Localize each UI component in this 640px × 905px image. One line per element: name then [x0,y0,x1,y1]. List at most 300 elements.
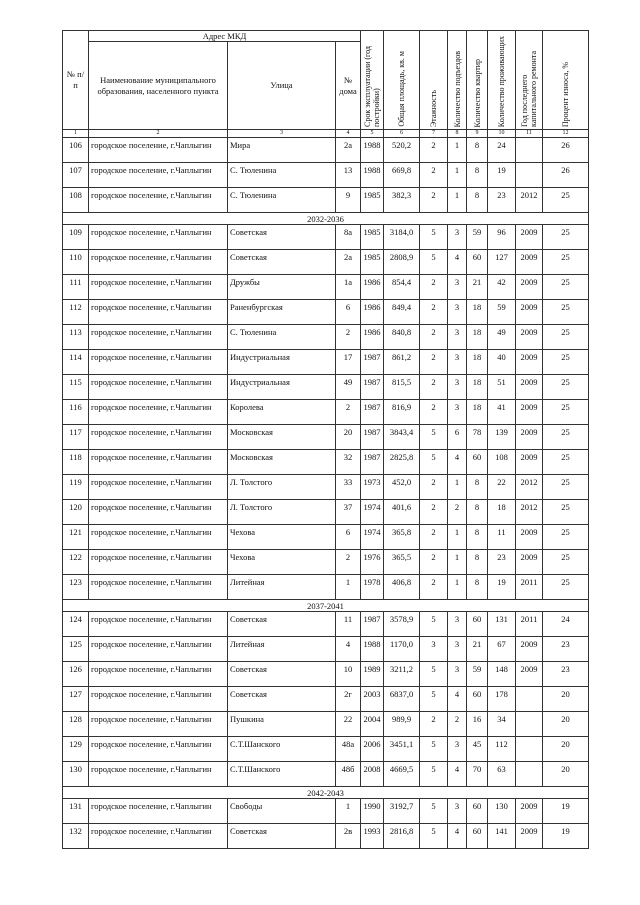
cell-apartments: 78 [467,425,488,450]
cell-floors: 5 [420,450,448,475]
cell-total-area: 669,8 [384,163,420,188]
period-row [63,600,589,612]
cell-residents: 59 [488,300,516,325]
table-row [63,824,589,849]
cell-street: Советская [228,824,336,849]
cell-apartments: 16 [467,712,488,737]
table-row [63,138,589,163]
cell-apartments: 59 [467,225,488,250]
cell-row-num: 112 [63,300,89,325]
cell-street: Московская [228,425,336,450]
cell-floors: 2 [420,400,448,425]
cell-row-num: 129 [63,737,89,762]
column-number: 6 [384,130,420,138]
header-wear-cell [543,31,589,130]
cell-repair-year: 2009 [516,400,543,425]
cell-floors: 5 [420,225,448,250]
cell-wear-percent: 25 [543,450,589,475]
cell-floors: 5 [420,762,448,787]
cell-apartments: 18 [467,375,488,400]
cell-total-area: 840,8 [384,325,420,350]
header-row-1 [63,31,589,42]
cell-repair-year: 2009 [516,550,543,575]
cell-residents: 127 [488,250,516,275]
header-repair: Год последнего капитального ремонта [520,50,539,127]
cell-entrances: 3 [448,300,467,325]
cell-entrances: 3 [448,799,467,824]
cell-year-built: 1987 [361,350,384,375]
cell-wear-percent: 25 [543,375,589,400]
cell-repair-year [516,163,543,188]
cell-house-number: 10 [336,662,361,687]
cell-year-built: 2008 [361,762,384,787]
cell-municipality: городское поселение, г.Чаплыгин [89,712,228,737]
cell-repair-year: 2012 [516,188,543,213]
cell-entrances: 4 [448,450,467,475]
cell-year-built: 1985 [361,225,384,250]
table-row [63,163,589,188]
cell-row-num: 116 [63,400,89,425]
cell-wear-percent: 23 [543,662,589,687]
cell-wear-percent: 25 [543,300,589,325]
cell-repair-year [516,138,543,163]
cell-total-area: 401,6 [384,500,420,525]
table-row [63,400,589,425]
cell-row-num: 131 [63,799,89,824]
cell-house-number: 13 [336,163,361,188]
cell-house-number: 33 [336,475,361,500]
header-year-cell [361,31,384,130]
cell-floors: 5 [420,662,448,687]
cell-entrances: 4 [448,762,467,787]
cell-entrances: 1 [448,138,467,163]
cell-wear-percent: 19 [543,824,589,849]
cell-apartments: 21 [467,637,488,662]
cell-year-built: 1988 [361,163,384,188]
cell-year-built: 1986 [361,275,384,300]
cell-entrances: 1 [448,475,467,500]
cell-residents: 11 [488,525,516,550]
cell-wear-percent: 25 [543,550,589,575]
cell-residents: 51 [488,375,516,400]
cell-entrances: 3 [448,737,467,762]
cell-entrances: 3 [448,225,467,250]
cell-floors: 2 [420,163,448,188]
cell-floors: 2 [420,525,448,550]
cell-total-area: 6837,0 [384,687,420,712]
cell-entrances: 3 [448,325,467,350]
column-number: 4 [336,130,361,138]
cell-total-area: 382,3 [384,188,420,213]
cell-residents: 148 [488,662,516,687]
cell-repair-year [516,712,543,737]
cell-row-num: 127 [63,687,89,712]
cell-year-built: 1985 [361,188,384,213]
header-house: № дома [336,42,361,130]
cell-municipality: городское поселение, г.Чаплыгин [89,550,228,575]
table-row [63,550,589,575]
cell-apartments: 18 [467,300,488,325]
cell-apartments: 45 [467,737,488,762]
cell-row-num: 123 [63,575,89,600]
cell-total-area: 3211,2 [384,662,420,687]
cell-floors: 2 [420,325,448,350]
cell-wear-percent: 25 [543,188,589,213]
cell-repair-year: 2011 [516,575,543,600]
cell-street: Советская [228,250,336,275]
cell-municipality: городское поселение, г.Чаплыгин [89,612,228,637]
cell-entrances: 3 [448,400,467,425]
cell-residents: 42 [488,275,516,300]
cell-repair-year: 2009 [516,799,543,824]
cell-apartments: 8 [467,475,488,500]
cell-residents: 22 [488,475,516,500]
cell-wear-percent: 25 [543,350,589,375]
cell-floors: 5 [420,612,448,637]
cell-entrances: 1 [448,575,467,600]
cell-wear-percent: 20 [543,712,589,737]
cell-entrances: 3 [448,275,467,300]
cell-municipality: городское поселение, г.Чаплыгин [89,275,228,300]
cell-house-number: 1а [336,275,361,300]
cell-total-area: 849,4 [384,300,420,325]
cell-wear-percent: 25 [543,400,589,425]
cell-wear-percent: 25 [543,250,589,275]
cell-repair-year: 2009 [516,225,543,250]
cell-street: Л. Толстого [228,500,336,525]
cell-row-num: 111 [63,275,89,300]
cell-year-built: 1988 [361,138,384,163]
cell-house-number: 17 [336,350,361,375]
cell-wear-percent: 25 [543,425,589,450]
cell-wear-percent: 20 [543,687,589,712]
cell-entrances: 3 [448,612,467,637]
cell-row-num: 120 [63,500,89,525]
cell-apartments: 8 [467,550,488,575]
cell-floors: 5 [420,824,448,849]
cell-house-number: 49 [336,375,361,400]
cell-municipality: городское поселение, г.Чаплыгин [89,400,228,425]
cell-apartments: 18 [467,400,488,425]
cell-floors: 5 [420,737,448,762]
cell-entrances: 3 [448,375,467,400]
cell-house-number: 11 [336,612,361,637]
cell-entrances: 3 [448,662,467,687]
header-wear: Процент износа, % [561,61,571,127]
cell-municipality: городское поселение, г.Чаплыгин [89,300,228,325]
cell-row-num: 128 [63,712,89,737]
cell-floors: 2 [420,275,448,300]
column-number: 2 [89,130,228,138]
cell-house-number: 32 [336,450,361,475]
cell-repair-year: 2012 [516,500,543,525]
cell-total-area: 406,8 [384,575,420,600]
cell-municipality: городское поселение, г.Чаплыгин [89,500,228,525]
cell-repair-year: 2009 [516,662,543,687]
header-floors: Этажность [429,89,439,127]
cell-row-num: 117 [63,425,89,450]
header-area: Общая площадь, кв. м [397,51,407,127]
cell-street: С. Тюленина [228,325,336,350]
header-entrances: Количество подъездов [452,50,462,127]
cell-year-built: 1987 [361,375,384,400]
cell-house-number: 6 [336,525,361,550]
cell-apartments: 8 [467,188,488,213]
table-row [63,250,589,275]
cell-entrances: 2 [448,712,467,737]
cell-wear-percent: 19 [543,799,589,824]
period-row [63,787,589,799]
table-row [63,500,589,525]
cell-residents: 178 [488,687,516,712]
cell-year-built: 1993 [361,824,384,849]
cell-year-built: 1986 [361,325,384,350]
cell-entrances: 1 [448,163,467,188]
cell-house-number: 48а [336,737,361,762]
header-repair-cell [516,31,543,130]
cell-floors: 5 [420,250,448,275]
cell-row-num: 108 [63,188,89,213]
cell-municipality: городское поселение, г.Чаплыгин [89,475,228,500]
cell-floors: 2 [420,350,448,375]
cell-row-num: 106 [63,138,89,163]
cell-house-number: 2в [336,824,361,849]
column-number: 7 [420,130,448,138]
cell-street: С.Т.Шанского [228,737,336,762]
column-numbers-row [63,130,589,138]
period-label: 2042-2043 [63,787,589,799]
cell-street: Советская [228,687,336,712]
cell-repair-year [516,762,543,787]
cell-total-area: 520,2 [384,138,420,163]
cell-floors: 2 [420,500,448,525]
cell-year-built: 1988 [361,637,384,662]
cell-house-number: 2 [336,325,361,350]
cell-wear-percent: 20 [543,737,589,762]
cell-residents: 24 [488,138,516,163]
cell-row-num: 109 [63,225,89,250]
cell-residents: 131 [488,612,516,637]
cell-house-number: 2а [336,250,361,275]
table-row [63,475,589,500]
cell-residents: 23 [488,550,516,575]
cell-year-built: 1989 [361,662,384,687]
header-residents: Количество проживающих [497,35,507,127]
header-municipality: Наименование муниципального образования, населенного пункта [89,42,228,130]
cell-municipality: городское поселение, г.Чаплыгин [89,375,228,400]
cell-street: Чехова [228,550,336,575]
cell-residents: 18 [488,500,516,525]
cell-year-built: 2004 [361,712,384,737]
column-number: 9 [467,130,488,138]
cell-municipality: городское поселение, г.Чаплыгин [89,225,228,250]
cell-repair-year: 2009 [516,525,543,550]
cell-repair-year [516,737,543,762]
cell-total-area: 3451,1 [384,737,420,762]
cell-municipality: городское поселение, г.Чаплыгин [89,325,228,350]
cell-municipality: городское поселение, г.Чаплыгин [89,737,228,762]
cell-residents: 112 [488,737,516,762]
cell-total-area: 989,9 [384,712,420,737]
cell-residents: 23 [488,188,516,213]
cell-total-area: 365,5 [384,550,420,575]
cell-apartments: 8 [467,575,488,600]
cell-entrances: 2 [448,500,467,525]
cell-apartments: 60 [467,450,488,475]
cell-entrances: 6 [448,425,467,450]
table-row [63,762,589,787]
column-number: 5 [361,130,384,138]
cell-total-area: 3192,7 [384,799,420,824]
cell-entrances: 4 [448,824,467,849]
cell-floors: 3 [420,637,448,662]
cell-floors: 5 [420,687,448,712]
cell-entrances: 1 [448,550,467,575]
cell-wear-percent: 25 [543,525,589,550]
table-row [63,450,589,475]
table-row [63,799,589,824]
cell-street: Литейная [228,575,336,600]
cell-year-built: 1974 [361,525,384,550]
cell-apartments: 60 [467,799,488,824]
cell-row-num: 119 [63,475,89,500]
cell-total-area: 815,5 [384,375,420,400]
cell-wear-percent: 25 [543,475,589,500]
cell-total-area: 2816,8 [384,824,420,849]
cell-year-built: 1987 [361,400,384,425]
cell-wear-percent: 25 [543,325,589,350]
cell-street: Дружбы [228,275,336,300]
cell-floors: 2 [420,475,448,500]
cell-apartments: 60 [467,612,488,637]
cell-house-number: 22 [336,712,361,737]
cell-house-number: 37 [336,500,361,525]
cell-house-number: 8а [336,225,361,250]
period-label: 2037-2041 [63,600,589,612]
cell-floors: 5 [420,425,448,450]
cell-total-area: 854,4 [384,275,420,300]
column-number: 11 [516,130,543,138]
cell-apartments: 70 [467,762,488,787]
table-row [63,375,589,400]
cell-repair-year: 2009 [516,450,543,475]
cell-year-built: 1987 [361,450,384,475]
table-row [63,737,589,762]
cell-year-built: 1987 [361,612,384,637]
cell-row-num: 124 [63,612,89,637]
cell-house-number: 1 [336,575,361,600]
cell-year-built: 2006 [361,737,384,762]
cell-municipality: городское поселение, г.Чаплыгин [89,824,228,849]
cell-apartments: 21 [467,275,488,300]
header-apartments: Количество квартир [472,58,482,127]
cell-house-number: 9 [336,188,361,213]
cell-row-num: 122 [63,550,89,575]
cell-residents: 40 [488,350,516,375]
cell-floors: 2 [420,375,448,400]
table-row [63,275,589,300]
cell-municipality: городское поселение, г.Чаплыгин [89,799,228,824]
cell-total-area: 452,0 [384,475,420,500]
table-row [63,425,589,450]
cell-row-num: 118 [63,450,89,475]
table-row [63,350,589,375]
cell-house-number: 1 [336,799,361,824]
cell-apartments: 8 [467,138,488,163]
column-number: 10 [488,130,516,138]
cell-apartments: 18 [467,325,488,350]
cell-municipality: городское поселение, г.Чаплыгин [89,662,228,687]
cell-street: Раненбургская [228,300,336,325]
cell-street: С. Тюленина [228,163,336,188]
column-number: 3 [228,130,336,138]
cell-entrances: 3 [448,637,467,662]
cell-wear-percent: 25 [543,500,589,525]
cell-municipality: городское поселение, г.Чаплыгин [89,188,228,213]
cell-repair-year: 2009 [516,250,543,275]
table-body [63,31,589,849]
cell-wear-percent: 25 [543,225,589,250]
cell-residents: 63 [488,762,516,787]
column-number: 12 [543,130,589,138]
cell-total-area: 3184,0 [384,225,420,250]
cell-total-area: 365,8 [384,525,420,550]
period-row [63,213,589,225]
cell-year-built: 1985 [361,250,384,275]
cell-repair-year: 2009 [516,824,543,849]
cell-row-num: 115 [63,375,89,400]
cell-residents: 49 [488,325,516,350]
cell-row-num: 125 [63,637,89,662]
cell-total-area: 1170,0 [384,637,420,662]
cell-year-built: 1974 [361,500,384,525]
header-street: Улица [228,42,336,130]
cell-street: Л. Толстого [228,475,336,500]
table-row [63,300,589,325]
cell-apartments: 59 [467,662,488,687]
cell-residents: 19 [488,163,516,188]
cell-row-num: 114 [63,350,89,375]
cell-wear-percent: 25 [543,575,589,600]
cell-row-num: 121 [63,525,89,550]
header-address: Адрес МКД [89,31,361,42]
cell-street: Индустриальная [228,375,336,400]
cell-residents: 141 [488,824,516,849]
cell-wear-percent: 20 [543,762,589,787]
cell-repair-year: 2012 [516,475,543,500]
cell-year-built: 1986 [361,300,384,325]
cell-street: Пушкина [228,712,336,737]
table-row [63,637,589,662]
cell-residents: 67 [488,637,516,662]
cell-house-number: 2 [336,400,361,425]
cell-wear-percent: 26 [543,163,589,188]
cell-apartments: 8 [467,163,488,188]
cell-entrances: 3 [448,350,467,375]
cell-residents: 139 [488,425,516,450]
cell-house-number: 4 [336,637,361,662]
cell-total-area: 2825,8 [384,450,420,475]
cell-apartments: 60 [467,250,488,275]
cell-street: Мира [228,138,336,163]
cell-apartments: 60 [467,687,488,712]
cell-street: Советская [228,225,336,250]
cell-entrances: 4 [448,687,467,712]
cell-repair-year: 2011 [516,612,543,637]
cell-street: Советская [228,662,336,687]
cell-house-number: 48б [336,762,361,787]
cell-municipality: городское поселение, г.Чаплыгин [89,425,228,450]
